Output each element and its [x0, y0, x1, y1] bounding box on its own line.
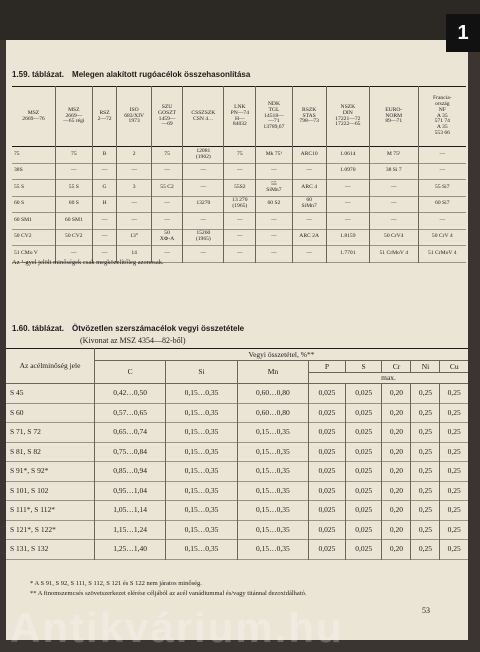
table1-cell: — [117, 213, 151, 230]
table2-cell: 0,42…0,50 [95, 384, 166, 404]
table1-cell: — [369, 180, 418, 197]
table2-cell: 0,15…0,35 [166, 423, 237, 443]
table1-cell: ARC10 [292, 147, 326, 164]
table1-number: 1.59. táblázat. [12, 70, 65, 79]
table2-col-p: P [309, 361, 346, 373]
table1-cell: 1.8159 [326, 229, 369, 246]
table2-cell: 0,25 [447, 407, 461, 417]
table2-cell: 0,025 [345, 423, 382, 443]
table2-cell: S 71, S 72 [6, 423, 95, 443]
table2-cell: 0,25 [411, 423, 440, 443]
table2-cell: 0,20 [382, 423, 411, 443]
table1-cell: 51 CMo V [12, 246, 55, 263]
table1-cell: — [439, 216, 446, 223]
table1-cell: — [55, 246, 92, 263]
table1-header-11: Francia- ország NF A 35 571 74 A 35 553 66 [432, 94, 452, 137]
table1-header-3: ISO 683/XIV 1973 [117, 87, 151, 147]
table2-cell: 0,25 [447, 427, 461, 437]
table2-col-si: Si [166, 361, 237, 384]
table1-cell: 75 [224, 147, 256, 164]
table1-cell: — [92, 163, 117, 180]
table2-cell: 0,15…0,35 [237, 462, 308, 482]
table1-cell: 60 Si7 [435, 200, 450, 207]
table2-cell: 0,025 [309, 384, 346, 404]
table2-cell: S 121*, S 122* [6, 520, 95, 540]
table1-cell: — [292, 213, 326, 230]
table2-col-cu: Cu [440, 361, 468, 373]
table1-cell: 75 [151, 147, 182, 164]
table1-row [12, 163, 466, 180]
table2-cell: 0,20 [382, 384, 411, 404]
table2-cell: 0,025 [309, 501, 346, 521]
table2-cell: 1,15…1,24 [95, 520, 166, 540]
table1-header-8: RSZK STAS 798—73 [292, 87, 326, 147]
table2-cell: 0,25 [411, 501, 440, 521]
table1-cell: 1.0970 [326, 163, 369, 180]
table1-cell: — [183, 213, 224, 230]
table2-cell: 0,025 [309, 540, 346, 560]
table1-cell: — [326, 213, 369, 230]
table2-cell: 0,15…0,35 [166, 540, 237, 560]
table2-cell: 1,25…1,40 [95, 540, 166, 560]
table1-cell: 1.7701 [326, 246, 369, 263]
table2-cell: 0,15…0,35 [237, 501, 308, 521]
table2-row [6, 501, 468, 521]
table2-row [6, 520, 468, 540]
table1-header-7: NDK TGL 14518— —71 13789,67 [256, 87, 292, 147]
table2-cell: 0,15…0,35 [237, 423, 308, 443]
table2-cell: S 91*, S 92* [6, 462, 95, 482]
table2-cell: 0,60…0,80 [237, 384, 308, 404]
table1-cell: — [117, 163, 151, 180]
table1-cell: — [92, 229, 117, 246]
table2-col-ni: Ni [411, 361, 440, 373]
table2-row [6, 384, 468, 404]
table1-cell: 13° [117, 229, 151, 246]
table2-cell: 0,25 [411, 384, 440, 404]
table1-cell: 60 SM1 [55, 213, 92, 230]
table2-cell: 0,025 [345, 540, 382, 560]
table2-cell: 0,15…0,35 [166, 384, 237, 404]
chapter-tab: 1 [446, 14, 480, 52]
table1-cell: 2 [117, 147, 151, 164]
table2-caption [12, 324, 252, 333]
table2-cell: 0,025 [345, 442, 382, 462]
table1-cell: 55S2 [224, 180, 256, 197]
table1-title: Melegen alakított rugóacélok összehasonlítása [72, 70, 251, 79]
table2-cell: 0,25 [411, 442, 440, 462]
table2-cell: 0,15…0,35 [166, 520, 237, 540]
table1-cell: 3 [117, 180, 151, 197]
table2-cell: 0,25 [447, 505, 461, 515]
table1-cell: 13270 [183, 196, 224, 213]
table1-cell: 60 S [55, 196, 92, 213]
table2-cell: 0,025 [345, 501, 382, 521]
table1-cell: — [151, 246, 182, 263]
table2-row [6, 462, 468, 482]
tool-steel-table [6, 348, 468, 560]
table1-cell: 60 S2 [256, 196, 292, 213]
table1-cell: 50 XФ-A [151, 229, 182, 246]
table1-header-9: NSZK DIN 17221—72 17222—65 [326, 87, 369, 147]
table1-cell: — [151, 213, 182, 230]
table2-cell: 0,15…0,35 [166, 481, 237, 501]
table2-cell: 0,20 [382, 481, 411, 501]
table1-cell: 55 S [12, 180, 55, 197]
table1-header-2: RSZ 2—72 [92, 87, 117, 147]
table1-cell: 55 S [55, 180, 92, 197]
table2-cell: S 60 [6, 403, 95, 423]
table1-cell: — [151, 163, 182, 180]
background-top [0, 0, 480, 40]
table1-cell: 1.0614 [326, 147, 369, 164]
table2-row [6, 423, 468, 443]
table2-cell: 0,025 [309, 520, 346, 540]
table2-cell: 0,25 [447, 466, 461, 476]
table1-row [12, 196, 466, 213]
table2-cell: 0,20 [382, 403, 411, 423]
table1-row [12, 213, 466, 230]
table2-cell: 0,025 [309, 423, 346, 443]
table2-cell: 0,65…0,74 [95, 423, 166, 443]
table2-cell: 0,15…0,35 [166, 403, 237, 423]
table1-cell: B [92, 147, 117, 164]
table1-cell: 60 SiMn7 [292, 196, 326, 213]
table1-cell: 60 S [12, 196, 55, 213]
table1-cell: — [55, 163, 92, 180]
table1-cell: 50 CV2 [12, 229, 55, 246]
table1-cell: — [92, 246, 117, 263]
table1-cell: 15260 (1965) [183, 229, 224, 246]
table2-cell: 0,15…0,35 [237, 520, 308, 540]
table2-cell: 0,25 [447, 446, 461, 456]
table1-footnote: Az ¹-gyel jelölt minőségek csak megközelítőleg azonosak. [12, 259, 164, 266]
table1-cell: 51 CrMoV 4 [428, 249, 457, 256]
table1-cell: 12081 (1962) [183, 147, 224, 164]
table2-cell: 0,25 [447, 485, 461, 495]
table2-cell: 0,60…0,80 [237, 403, 308, 423]
table1-cell: — [369, 213, 418, 230]
table1-header-10: EURO- NORM 89—71 [369, 87, 418, 147]
watermark: Antikvárium.hu [10, 604, 344, 651]
table2-row [6, 481, 468, 501]
table2-cell: 0,75…0,84 [95, 442, 166, 462]
row-header: Az acélminőség jele [6, 349, 95, 384]
table2-cell: 0,25 [447, 388, 461, 398]
table1-cell: 50 CV2 [55, 229, 92, 246]
table1-cell: 55 Si7 [435, 183, 450, 190]
table2-col-s: S [345, 361, 382, 373]
table1-row [12, 147, 466, 164]
table1-cell: 50 CrV4 [369, 229, 418, 246]
table1-cell: 50 CrV 4 [431, 233, 453, 240]
table1-cell: 75 [12, 147, 55, 164]
table1-row [12, 229, 466, 246]
table1-cell: 75 [55, 147, 92, 164]
table1-cell: 14 [117, 246, 151, 263]
table2-cell: 0,025 [309, 481, 346, 501]
table2-cell: 0,25 [447, 524, 461, 534]
table1-cell: — [369, 196, 418, 213]
table2-cell: 0,025 [309, 442, 346, 462]
table2-cell: S 45 [6, 384, 95, 404]
table2-title: Ötvözetlen szerszámacélok vegyi összetétele [72, 324, 245, 333]
table2-number: 1.60. táblázat. [12, 324, 65, 333]
table2-cell: 0,15…0,35 [166, 462, 237, 482]
table2-col-mn: Mn [237, 361, 308, 384]
table2-subtitle: (Kivonat az MSZ 4354—82-ből) [80, 336, 186, 345]
table2-cell: 0,20 [382, 501, 411, 521]
table1-cell: 51 CrMoV 4 [369, 246, 418, 263]
table1-cell: 60 SM1 [12, 213, 55, 230]
table2-cell: 0,25 [411, 481, 440, 501]
table1-header-1: MSZ 2669— —65 régi [55, 87, 92, 147]
table2-footnote-2: ** A finomszemcsés szövetszerkezet elérése céljából az acél vanádiummal és/vagy titánnal dezoxidálható. [30, 590, 307, 597]
table1-cell: M 75¹ [369, 147, 418, 164]
spring-steel-table [12, 86, 466, 263]
table1-cell: H [92, 196, 117, 213]
table1-cell: — [183, 180, 224, 197]
table2-cell: 0,20 [382, 462, 411, 482]
table2-cell: S 81, S 82 [6, 442, 95, 462]
table2-cell: 0,85…0,94 [95, 462, 166, 482]
table2-cell: 0,025 [309, 403, 346, 423]
table1-cell: — [439, 167, 446, 174]
table2-cell: 0,025 [345, 462, 382, 482]
table1-cell: — [292, 246, 326, 263]
table1-caption [12, 70, 258, 79]
table2-cell: 0,20 [382, 520, 411, 540]
table2-row [6, 403, 468, 423]
table1-cell: — [224, 163, 256, 180]
table1-cell: — [183, 163, 224, 180]
table1-cell: — [292, 163, 326, 180]
table1-cell: — [183, 246, 224, 263]
table1-cell: — [256, 246, 292, 263]
page-number: 53 [422, 606, 430, 615]
table2-footnote-1: * A S 91, S 92, S 111, S 112, S 121 és S 122 nem járatos minőség. [30, 580, 202, 587]
table1-header-5: CSSZSZK CSN 4… [183, 87, 224, 147]
table1-cell: — [151, 196, 182, 213]
table1-cell: — [224, 229, 256, 246]
table2-cell: 0,025 [345, 403, 382, 423]
table1-row [12, 180, 466, 197]
table2-row [6, 540, 468, 560]
table2-cell: 0,025 [345, 384, 382, 404]
table2-cell: 0,025 [345, 520, 382, 540]
table2-cell: 0,15…0,35 [237, 540, 308, 560]
table1-cell: G [92, 180, 117, 197]
table2-row [6, 442, 468, 462]
table1-cell: — [224, 213, 256, 230]
table1-header-0: MSZ 2669—76 [12, 87, 55, 147]
table1-cell: 38S [12, 163, 55, 180]
table2-col-cr: Cr [382, 361, 411, 373]
table1-cell: — [92, 213, 117, 230]
table2-cell: 0,15…0,35 [166, 442, 237, 462]
table1-cell: — [326, 196, 369, 213]
table2-cell: 0,20 [382, 442, 411, 462]
table1-cell: 13 270 (1965) [224, 196, 256, 213]
table2-cell: S 101, S 102 [6, 481, 95, 501]
table2-cell: 0,025 [345, 481, 382, 501]
table1-cell: 38 Si 7 [369, 163, 418, 180]
composition-header: Vegyi összetétel, %** [95, 349, 469, 361]
table1-cell: — [224, 246, 256, 263]
book-page [6, 40, 468, 640]
table2-cell: 0,025 [309, 462, 346, 482]
table1-cell: 55 SiMn7 [256, 180, 292, 197]
table2-cell: 0,15…0,35 [237, 442, 308, 462]
table2-cell: 1,05…1,14 [95, 501, 166, 521]
table1-cell: Mk 75¹ [256, 147, 292, 164]
table1-cell: — [117, 196, 151, 213]
table1-cell: 55 C2 [151, 180, 182, 197]
table1-header-6: LNK PN—74 H— 84032 [224, 87, 256, 147]
table2-cell: 0,25 [411, 462, 440, 482]
table2-cell: 0,25 [411, 520, 440, 540]
table1-cell: — [439, 150, 446, 157]
table2-cell: 0,15…0,35 [237, 481, 308, 501]
table1-cell: — [256, 163, 292, 180]
table2-cell: 0,95…1,04 [95, 481, 166, 501]
table1-cell: ARC 2A [292, 229, 326, 246]
table2-cell: 0,15…0,35 [166, 501, 237, 521]
table2-cell: 0,20 [382, 540, 411, 560]
table2-cell: 0,25 [411, 540, 440, 560]
max-label: max. [309, 373, 468, 384]
table2-cell: 0,25 [411, 403, 440, 423]
table2-col-c: C [95, 361, 166, 384]
table1-cell: — [256, 213, 292, 230]
table2-cell: S 131, S 132 [6, 540, 95, 560]
table2-cell: 0,57…0,65 [95, 403, 166, 423]
table2-cell: S 111*, S 112* [6, 501, 95, 521]
table1-cell: — [326, 180, 369, 197]
table1-header-4: SZU GOSZT 1459— —69 [151, 87, 182, 147]
table2-cell: 0,25 [447, 544, 461, 554]
table1-cell: — [256, 229, 292, 246]
table1-cell: ARC 4 [292, 180, 326, 197]
